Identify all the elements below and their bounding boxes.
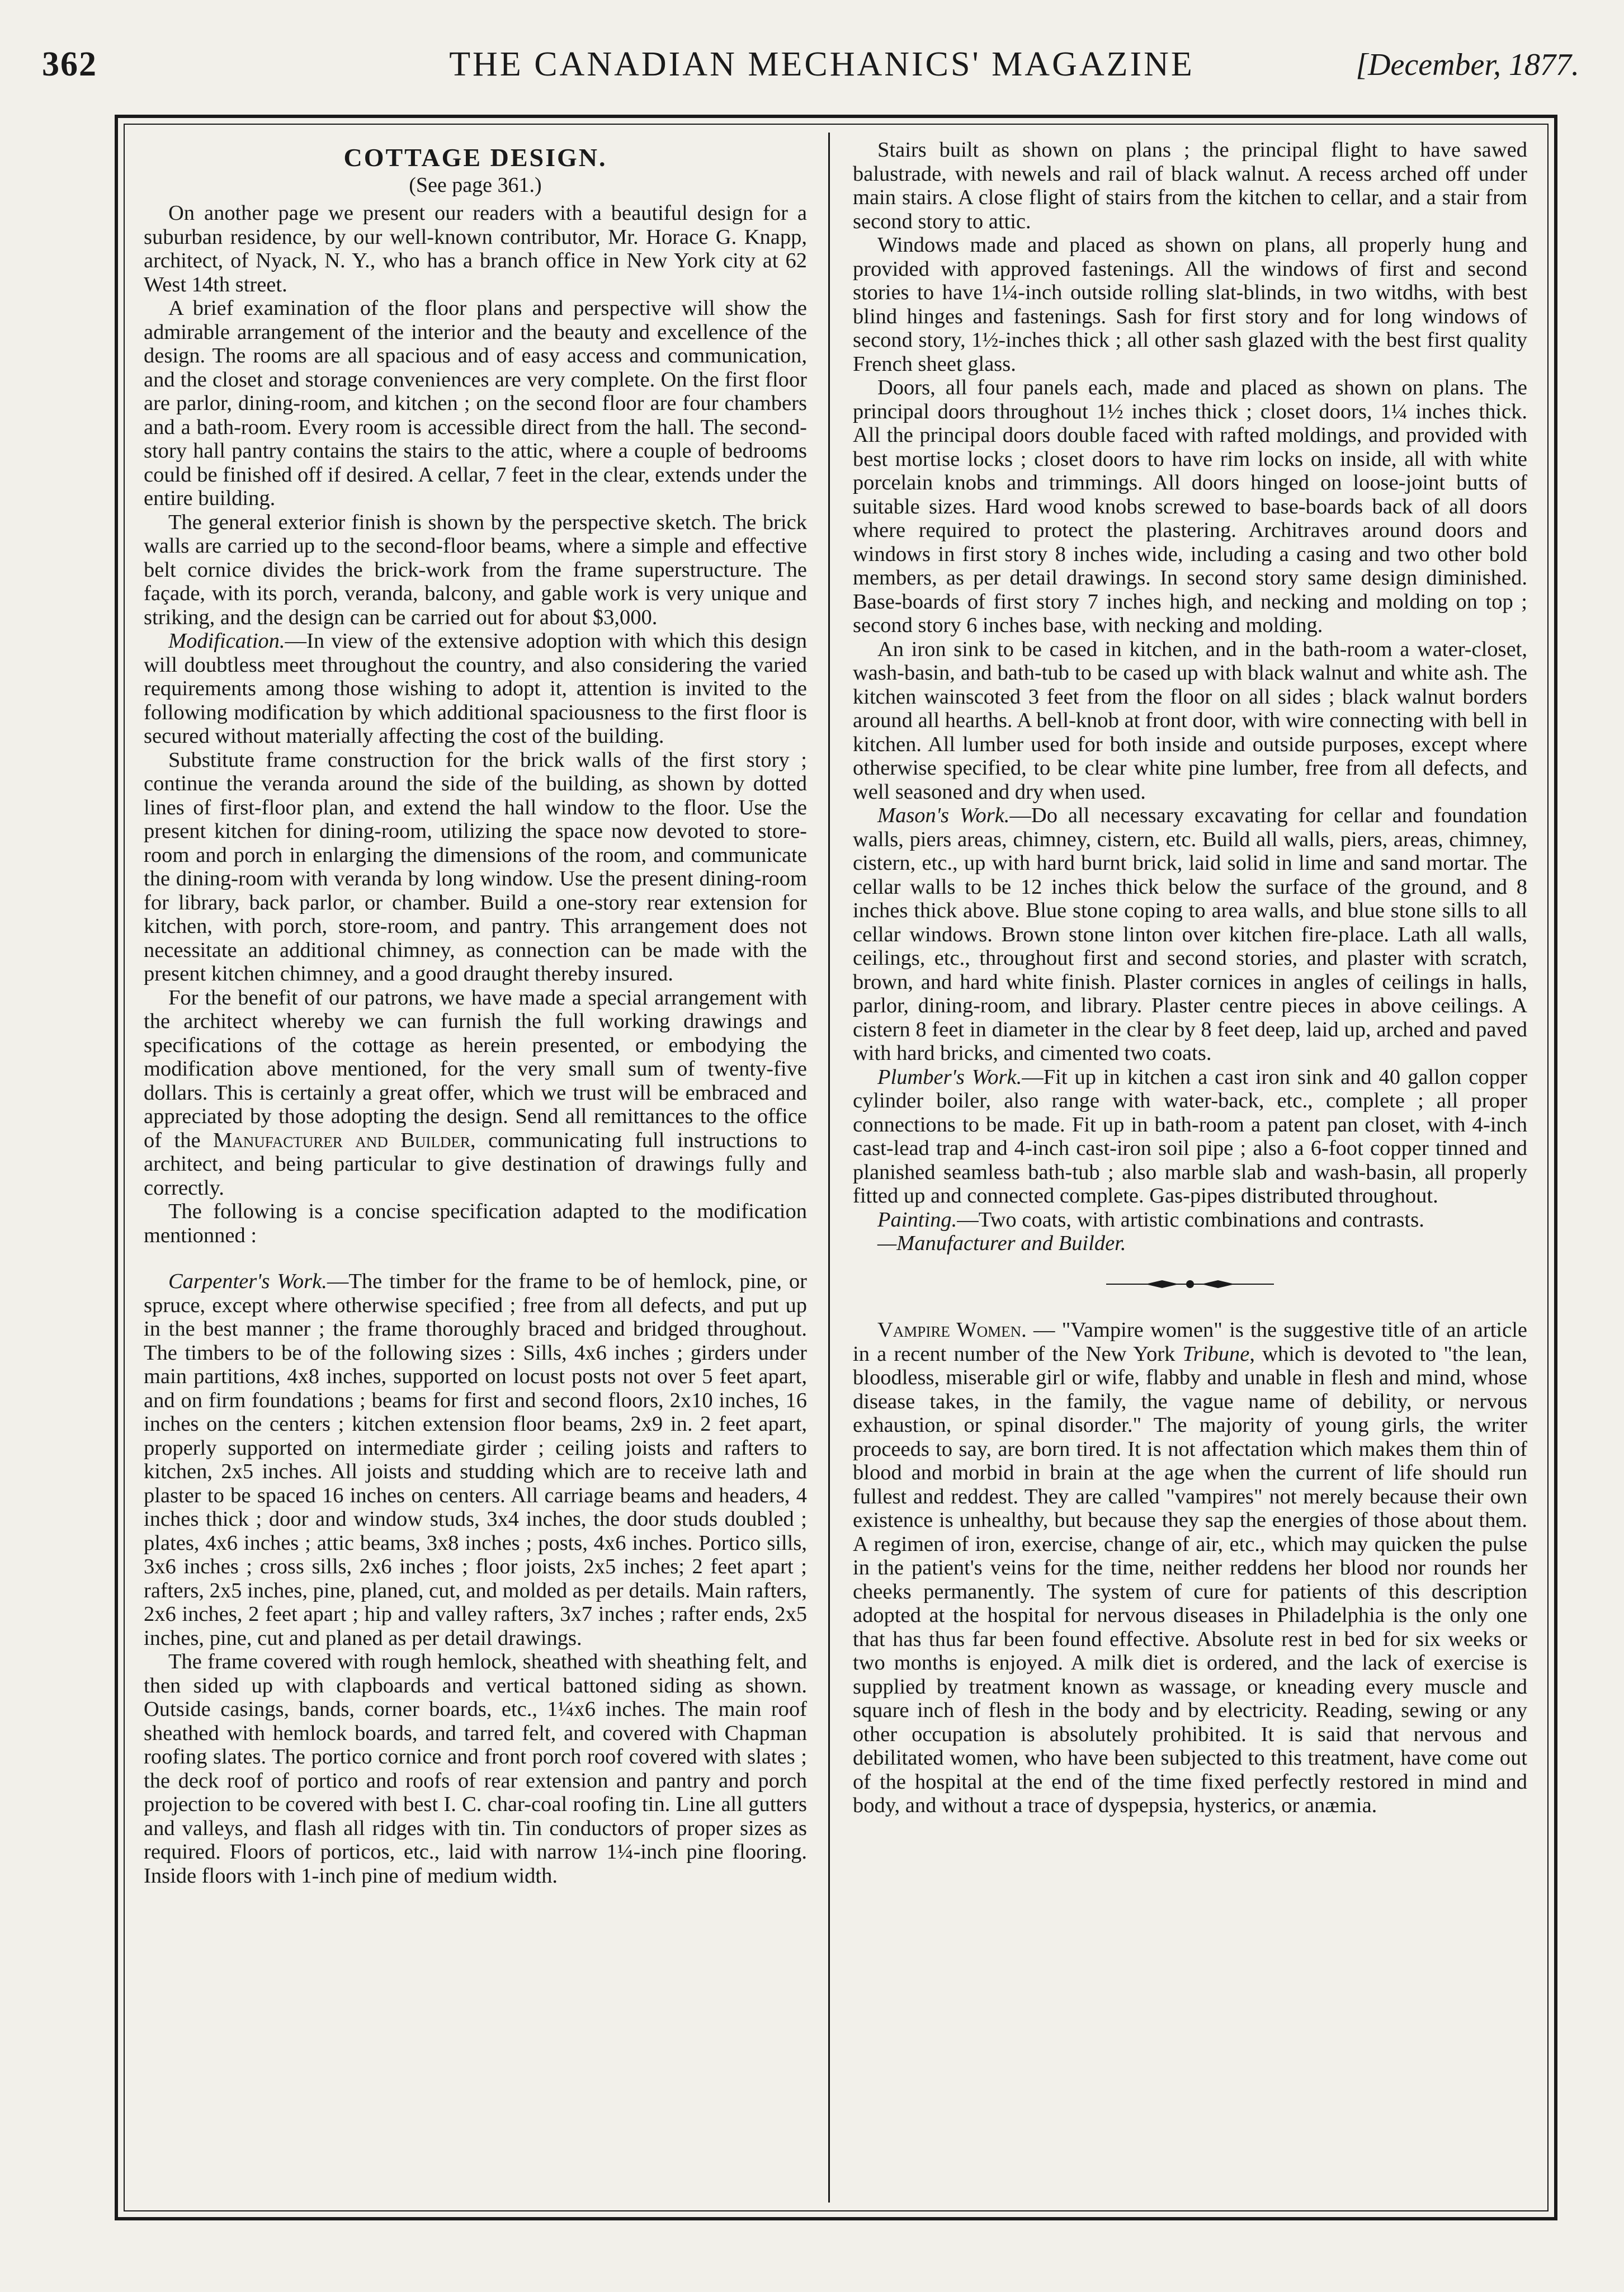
article-title: COTTAGE DESIGN. [343,143,607,172]
patrons-paragraph [144,986,807,1200]
carpenter-paragraph [144,1270,807,1650]
left-column [144,138,807,2197]
doors-paragraph: Doors, all four panels each, made and placed as shown on plans. The principal doors throughout 1½ inches thick ; closet doors, 1¼ inches thick. All the principal doors double faced with rafted moldings, and provided with best mortise locks ; closet doors to have rim locks on inside, all with white porcelain knobs and trimmings. All doors hinged on loose-joint butts of suitable sizes. Hard wood knobs screwed to base-boards back of all doors where required to protect the plastering. Architraves around doors and windows in first story 8 inches wide, including a casing and two other bold members, as per detail drawings. In second story same design diminished. Base-boards of first story 7 inches high, and necking and molding on top ; second story 6 inches base, with necking and molding. [853,376,1527,637]
stairs-paragraph: Stairs built as shown on plans ; the principal flight to have sawed balustrade, with newels and rail of black walnut. A recess arched off under main stairs. A close flight of stairs from the kitchen to cellar, and a stair from second story to attic. [853,138,1527,233]
vampire-lead: Vampire Women. [877,1318,1027,1342]
spec-intro-paragraph: The following is a concise specification adapted to the modification mentionned : [144,1200,807,1247]
intro-paragraph-3: The general exterior finish is shown by the perspective sketch. The brick walls are carried up to the second-floor beams, where a simple and effective belt cornice divides the brick-work from the frame superstructure. The façade, with its porch, veranda, balcony, and gable work is very unique and striking, and the design can be carried out for about $3,000. [144,510,807,629]
right-column [853,138,1527,2197]
vampire-text-after: , which is devoted to "the lean, bloodless, miserable girl or wife, flabby and unable in flesh and mind, whose disease takes, in the family, the vague name of debility, or nervous exhaustion, or spinal disorder." The majority of young girls, the writer proceeds to say, are born tired. It is not affectation which makes them thin of blood and morbid in brain at the age when the current of life should run fullest and reddest. They are called "vampires" not merely because their own existence is unhealthy, but because they sap the energies of those about them. A regimen of iron, exercise, change of air, etc., which may quicken the pulse in the patient's veins for the time, neither reddens her blood nor rounds her cheeks permanently. The system of cure for patients of this description adopted at the hospital for nervous diseases in Philadelphia is the only one that has thus far been found effective. Absolute rest in bed for six weeks or two months is enjoyed. A milk diet is ordered, and the lack of exercise is supplied by treatment known as wassage, or kneading every muscle and square inch of flesh in the body and by electricity. Reading, sewing or any other occupation is absolutely prohibited. It is said that nervous and debilitated women, who have been subjected to this treatment, have come out of the hospital at the end of the time fixed perfectly restored in mind and body, and without a trace of dyspepsia, hysterics, or anæmia. [853,1342,1527,1817]
issue-date: [December, 1877. [1356,48,1579,82]
plumber-label: Plumber's Work. [877,1065,1022,1089]
plumber-text: —Fit up in kitchen a cast iron sink and 40 gallon copper cylinder boiler, also range with water-back, etc., complete ; all proper connections to be made. Fit up in bath-room a patent pan closet, with 4-inch cast-lead trap and 4-inch cast-iron soil pipe ; also a 6-foot copper tinned and planished seamless bath-tub ; also marble slab and wash-basin, all properly fitted up and connected complete. Gas-pipes distributed throughout. [853,1065,1527,1208]
page-frame [115,115,1557,2220]
modification-paragraph [144,629,807,748]
frame-covered-paragraph: The frame covered with rough hemlock, sheathed with sheathing felt, and then sided up with clapboards and vertical battoned siding as shown. Outside casings, bands, corner boards, etc., 1¼x6 inches. The main roof sheathed with hemlock boards, and tarred felt, and covered with Chapman roofing slates. The portico cornice and front porch roof covered with slates ; the deck roof of portico and roofs of rear extension and pantry and porch projection to be covered with best I. C. char-coal roofing tin. Line all gutters and valleys, and flash all ridges with tin. Tin conductors of proper sizes as required. Floors of porticos, etc., laid with narrow 1¼-inch pine flooring. Inside floors with 1-inch pine of medium width. [144,1650,807,1888]
mason-paragraph [853,804,1527,1065]
page-number: 362 [42,45,97,83]
painting-paragraph [853,1208,1527,1232]
patrons-text-before: For the benefit of our patrons, we have made a special arrangement with the architect whereby we can furnish the full working drawings and specifications of the cottage as herein presented, or embodying the modification above mentioned, for the very small sum of twenty-five dollars. This is certainly a great offer, which we trust will be embraced and appreciated by those adopting the design. Send all remittances to the office of the [144,985,807,1152]
mason-text: —Do all necessary excavating for cellar and foundation walls, piers areas, chimney, cistern, etc. Build all walls, piers, areas, chimney, cistern, etc., up with hard burnt brick, laid solid in lime and sand mortar. The cellar walls to be 12 inches thick below the surface of the ground, and 8 inches thick above. Blue stone coping to area walls, and blue stone sills to all cellar windows. Brown stone linton over kitchen fire-place. Lath all walls, ceilings, etc., throughout first and second stories, and plaster with scratch, brown, and hard white finish. Plaster cornices in angles of ceilings in halls, parlor, dining-room, and library. Plaster centre pieces in above ceilings. A cistern 8 feet in diameter in the clear by 8 feet deep, laid up, arched and paved with hard bricks, and cimented two coats. [853,804,1527,1065]
column-rule [828,133,830,2203]
divider-ornament-icon [1101,1277,1280,1291]
modification-text: —In view of the extensive adoption with which this design will doubtless meet throughout the country, and also considering the varied requirements among those wishing to adopt it, attention is invited to the following modification by which additional spaciousness to the first floor is secured without materially affecting the cost of the building. [144,629,807,748]
painting-label: Painting. [877,1208,957,1232]
page-frame-inner [124,124,1549,2211]
vampire-paragraph [853,1318,1527,1818]
carpenter-text: —The timber for the frame to be of hemlock, pine, or spruce, except where otherwise specified ; free from all defects, and put up in the best manner ; the frame thoroughly braced and bridged throughout. The timbers to be of the following sizes : Sills, 4x6 inches ; girders under main partitions, 4x8 inches, supported on locust posts not over 5 feet apart, and on firm foundations ; beams for first and second floors, 2x10 inches, 16 inches on the centers ; kitchen extension floor beams, 2x9 in. 2 feet apart, properly supported on intermediate girder ; ceiling joists and rafters to kitchen, 2x5 inches. All joists and studding which are to receive lath and plaster to be spaced 16 inches on centers. All carriage beams and headers, 4 inches thick ; door and window studs, 3x4 inches, the door studs doubled ; plates, 4x6 inches ; attic beams, 3x8 inches ; posts, 4x6 inches. Portico sills, 3x6 inches ; cross sills, 2x6 inches ; floor joists, 2x5 inches; 2 feet apart ; rafters, 2x5 inches, pine, planed, cut, and molded as per details. Main rafters, 2x6 inches, 2 feet apart ; hip and valley rafters, 3x7 inches ; rafter ends, 2x5 inches, pine, cut and planed as per detail drawings. [144,1270,807,1650]
patrons-publication: Manufacturer and Builder [213,1128,470,1152]
plumber-paragraph [853,1065,1527,1208]
patrons-text-after: , communicating full instructions to architect, and being particular to give destination of drawings fully and correctly. [144,1128,807,1200]
article-credit: —Manufacturer and Builder. [877,1232,1126,1255]
vampire-text-before: — "Vampire women" is the suggestive title of an article in a recent number of the New York [853,1318,1527,1366]
magazine-title: THE CANADIAN MECHANICS' MAGAZINE [449,45,1195,83]
mason-label: Mason's Work. [877,804,1010,827]
see-page-note: (See page 361.) [409,173,542,197]
carpenter-label: Carpenter's Work. [168,1270,327,1293]
running-head [42,39,1602,101]
section-divider-ornament [853,1272,1527,1296]
substitute-paragraph: Substitute frame construction for the brick walls of the first story ; continue the veranda around the side of the building, as shown by dotted lines of first-floor plan, and extend the hall window to the floor. Use the present kitchen for dining-room, utilizing the space now devoted to store-room and porch in enlarging the dimensions of the room, and communicate the dining-room with veranda by long window. Use the present dining-room for library, back parlor, or chamber. Build a one-story rear extension for kitchen, with porch, store-room, and pantry. This arrangement does not necessitate an additional chimney, as connection can be made with the present kitchen chimney, and a good draught thereby insured. [144,748,807,985]
painting-text: —Two coats, with artistic combinations and contrasts. [957,1208,1424,1232]
modification-label: Modification. [168,629,285,653]
intro-paragraph-2: A brief examination of the floor plans and perspective will show the admirable arrangement of the interior and the beauty and excellence of the design. The rooms are all spacious and of easy access and communication, and the closet and storage conveniences are very complete. On the first floor are parlor, dining-room, and kitchen ; on the second floor are four chambers and a bath-room. Every room is accessible direct from the hall. The second-story hall pantry contains the stairs to the attic, where a couple of bedrooms could be finished off if desired. A cellar, 7 feet in the clear, extends under the entire building. [144,296,807,510]
intro-paragraph-1: On another page we present our readers with a beautiful design for a suburban residence, by our well-known contributor, Mr. Horace G. Knapp, architect, of Nyack, N. Y., who has a branch office in New York city at 62 West 14th street. [144,201,807,296]
iron-sink-paragraph: An iron sink to be cased in kitchen, and in the bath-room a water-closet, wash-basin, and bath-tub to be cased up with black walnut and white ash. The kitchen wainscoted 3 feet from the floor on all sides ; black walnut borders around all hearths. A bell-knob at front door, with wire connecting with bell in kitchen. All lumber used for both inside and outside purposes, except where otherwise specified, to be clear white pine lumber, free from all defects, and well seasoned and dry when used. [853,637,1527,804]
vampire-publication: Tribune [1182,1342,1250,1366]
windows-paragraph: Windows made and placed as shown on plans, all properly hung and provided with approved fastenings. All the windows of first and second stories to have 1¼-inch outside rolling slat-blinds, in two witdhs, with best blind hinges and fastenings. Sash for first story and for long windows of second story, 1½-inches thick ; all other sash glazed with the best first quality French sheet glass. [853,233,1527,376]
